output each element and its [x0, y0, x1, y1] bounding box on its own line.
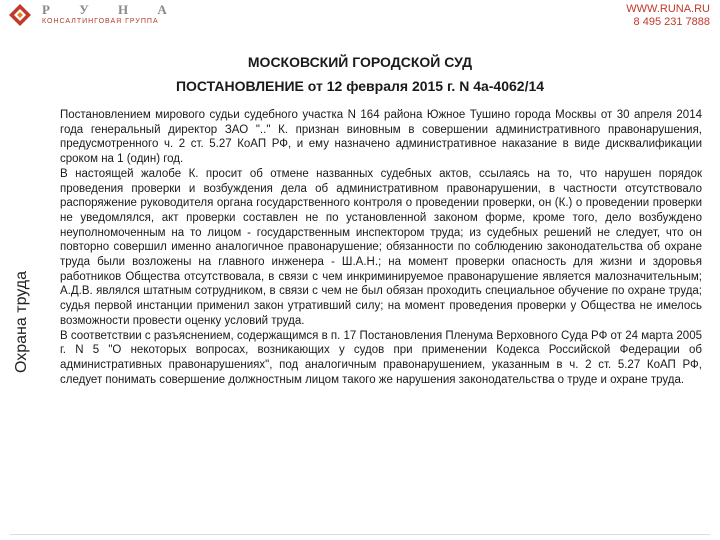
court-name: МОСКОВСКИЙ ГОРОДСКОЙ СУД [247, 54, 473, 70]
runa-logo-icon [8, 3, 32, 27]
paragraph-3: В соответствии с разъяснением, содержащимся в п. 17 Постановления Пленума Верховного Суда РФ от 24 марта 2005 г. N 5 "О некоторых вопросах, возникающих у судов при применении Кодекса Российской Федерации об административных правонарушениях", под аналогичным правонарушением, указанным в ч. 2 ст. 5.27 КоАП РФ, следует понимать совершение должностным лицом такого же нарушения законодательства о труде и охране труда. [60, 329, 702, 386]
page-header [0, 0, 720, 34]
website-link[interactable]: WWW.RUNA.RU [626, 3, 710, 15]
bottom-divider [10, 534, 710, 535]
side-section-label: Охрана труда [13, 271, 30, 373]
decision-title: ПОСТАНОВЛЕНИЕ от 12 февраля 2015 г. N 4а-4062/14 [175, 78, 545, 94]
paragraph-2: В настоящей жалобе К. просит об отмене названных судебных актов, ссылаясь на то, что нарушен порядок проведения проверки и возбуждения дела об административном правонарушении, в частности отсутствовало распоряжение руководителя органа государственного контроля о проведении проверки, он (К.) о проведении проверки не уведомлялся, акт проверки составлен не по установленной законом форме, кроме того, дело возбуждено неуполномоченным на то лицом - государственным инспектором труда; из судебных решений не следует, что он повторно совершил именно аналогичное правонарушение; обязанности по соблюдению законодательства об охране труда были возложены на главного инженера - Ш.А.Н.; на момент проверки опасность для жизни и здоровья работников Общества отсутствовала, в связи с чем инкриминируемое правонарушение является малозначительным; А.Д.В. являлся штатным сотрудником, в связи с чем не был обязан проходить специальное обучение по охране труда; судья первой инстанции применил закон утративший силу; на момент проведения проверки у Общества не имелось возможности провести оценку условий труда. [60, 167, 702, 327]
document-body [60, 108, 702, 387]
paragraph-1: Постановлением мирового судьи судебного участка N 164 района Южное Тушино города Москвы от 30 апреля 2014 года генеральный директор ЗАО ".." К. признан виновным в совершении административного правонарушения, предусмотренного ч. 2 ст. 5.27 КоАП РФ, и ему назначено административное наказание в виде дисквалификации сроком на 1 (один) год. [60, 109, 702, 166]
logo-text: Р У Н А [42, 2, 180, 17]
phone-number: 8 495 231 7888 [633, 16, 710, 28]
title-block [0, 52, 720, 96]
logo-subtitle: КОНСАЛТИНГОВАЯ ГРУППА [42, 18, 159, 25]
contact-block [626, 3, 710, 29]
